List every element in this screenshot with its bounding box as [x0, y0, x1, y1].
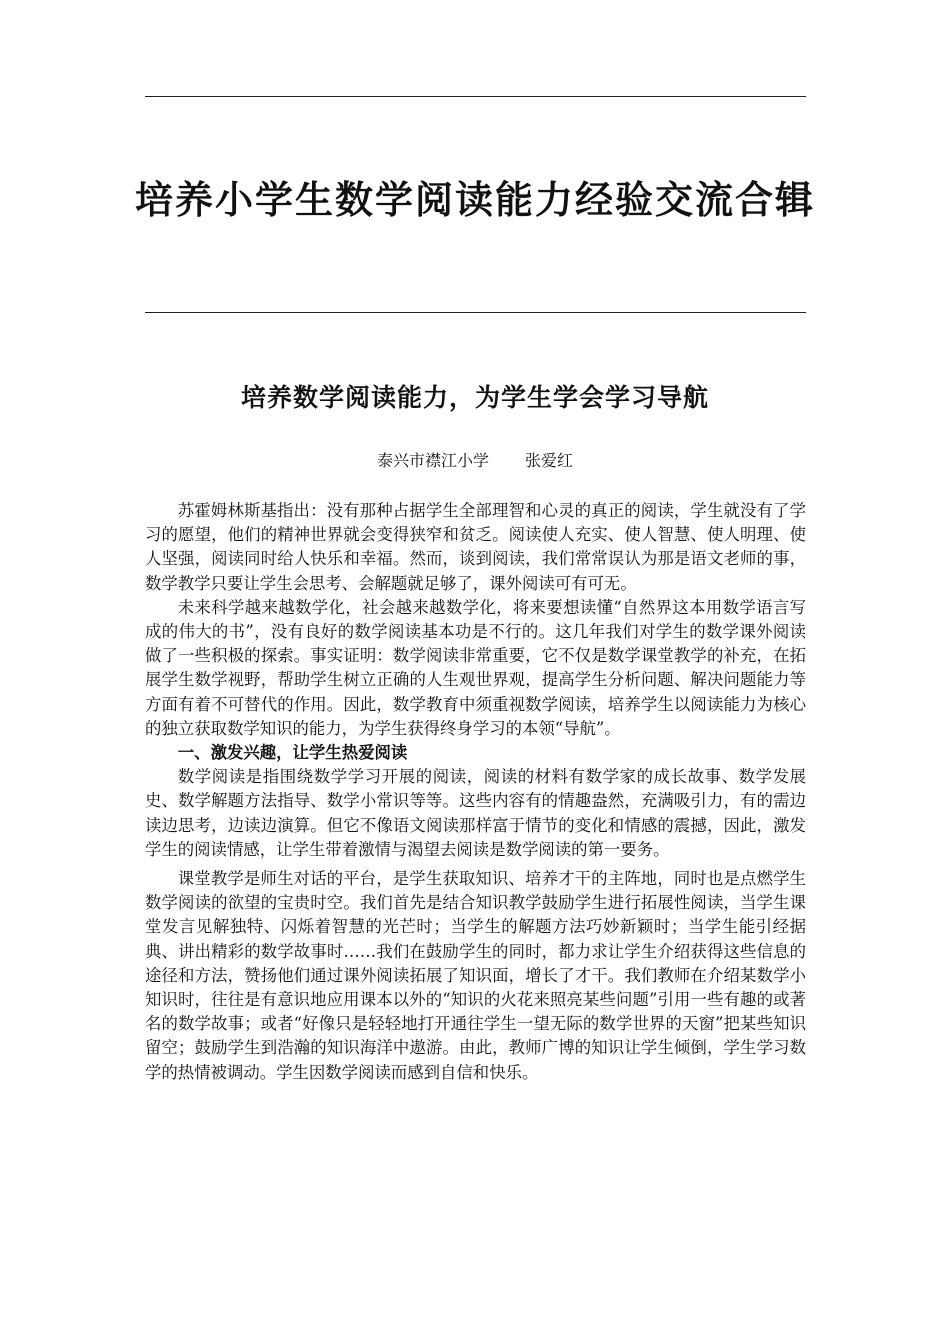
section-heading: 一、激发兴趣，让学生热爱阅读	[177, 743, 408, 763]
top-divider	[145, 96, 806, 97]
paragraph-classroom: 课堂教学是师生对话的平台，是学生获取知识、培养才干的主阵地，同时也是点燃学生数学阅读的欲望的宝贵时空。我们首先是结合知识教学鼓励学生进行拓展性阅读，当学生课堂发言见解独特、闪烁着智慧的光芒时；当学生的解题方法巧妙新颖时；当学生能引经据典、讲出精彩的数学故事时……我们在鼓励学生的同时，都力求让学生介绍获得这些信息的途径和方法，赞扬他们通过课外阅读拓展了知识面，增长了才干。我们教师在介绍某数学小知识时，往往是有意识地应用课本以外的“知识的火花来照亮某些问题”引用一些有趣的或著名的数学故事；或者“好像只是轻轻地打开通往学生一望无际的数学世界的天窗”把某些知识留空；鼓励学生到浩瀚的知识海洋中遨游。由此，教师广博的知识让学生倾倒，学生学习数学的热情被调动。学生因数学阅读而感到自信和快乐。	[145, 869, 806, 1082]
author-school: 泰兴市襟江小学	[376, 451, 489, 470]
document-main-title: 培养小学生数学阅读能力经验交流合辑	[134, 177, 815, 222]
bottom-divider	[145, 312, 806, 313]
paragraph-section-one: 数学阅读是指围绕数学学习开展的阅读，阅读的材料有数学家的成长故事、数学发展史、数学解题方法指导、数学小常识等等。这些内容有的情趣盎然，充满吸引力，有的需边读边思考，边读边演算。但它不像语文阅读那样富于情节的变化和情感的震撼，因此，激发学生的阅读情感，让学生带着激情与渴望去阅读是数学阅读的第一要务。	[145, 767, 806, 859]
author-name: 张爱红	[525, 451, 574, 470]
article-body	[145, 499, 806, 1085]
article-title: 培养数学阅读能力，为学生学会学习导航	[240, 383, 709, 412]
paragraph-intro: 苏霍姆林斯基指出：没有那种占据学生全部理智和心灵的真正的阅读，学生就没有了学习的愿望，他们的精神世界就会变得狭窄和贫乏。阅读使人充实、使人智慧、使人明理、使人坚强，阅读同时给人快乐和幸福。然而，谈到阅读，我们常常误认为那是语文老师的事，数学教学只要让学生会思考、会解题就足够了，课外阅读可有可无。	[145, 501, 806, 593]
paragraph-background: 未来科学越来越数学化，社会越来越数学化，将来要想读懂“自然界这本用数学语言写成的伟大的书”，没有良好的数学阅读基本功是不行的。这几年我们对学生的数学课外阅读做了一些积极的探索。事实证明：数学阅读非常重要，它不仅是数学课堂教学的补充，在拓展学生数学视野，帮助学生树立正确的人生观世界观，提高学生分析问题、解决问题能力等方面有着不可替代的作用。因此，数学教育中须重视数学阅读，培养学生以阅读能力为核心的独立获取数学知识的能力，为学生获得终身学习的本领“导航”。	[145, 597, 806, 738]
author-byline	[0, 450, 950, 472]
